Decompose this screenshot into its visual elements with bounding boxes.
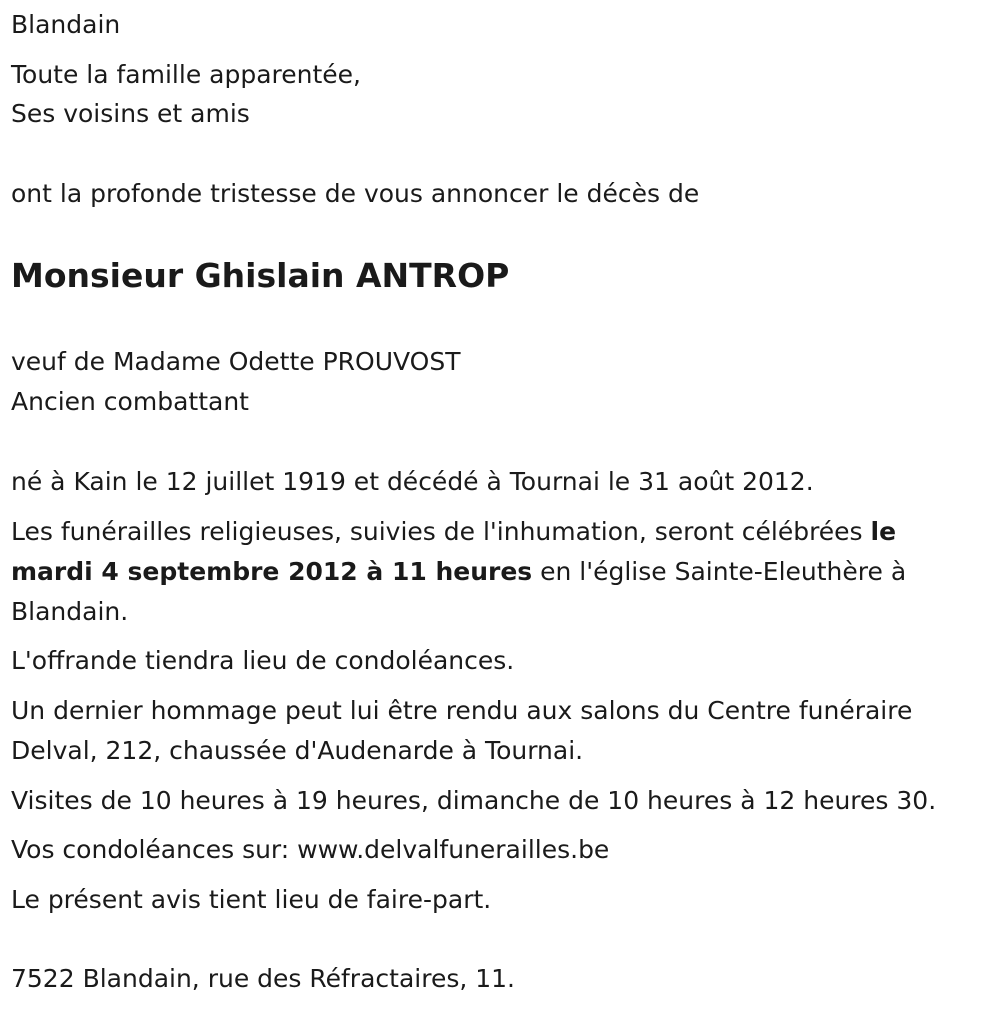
- tribute-line-2: Delval, 212, chaussée d'Audenarde à Tournai.: [11, 736, 584, 765]
- address-text: 7522 Blandain, rue des Réfractaires, 11.: [11, 964, 516, 993]
- relation-text: veuf de Madame Odette PROUVOST: [11, 347, 461, 376]
- condolences-link[interactable]: www.delvalfunerailles.be: [297, 835, 610, 864]
- family-line-1: Toute la famille apparentée,: [11, 60, 361, 89]
- funeral-date-part-2: mardi 4 septembre 2012 à 11 heures: [11, 557, 533, 586]
- funeral-line-3: Blandain.: [11, 597, 129, 626]
- role-text: Ancien combattant: [11, 387, 249, 416]
- announcement-text: ont la profonde tristesse de vous annoncer le décès de: [11, 179, 700, 208]
- funeral-line-1: [11, 512, 896, 552]
- condolences-line: [11, 830, 609, 870]
- deceased-name: Monsieur Ghislain ANTROP: [11, 256, 510, 295]
- funeral-text-2: en l'église Sainte-Eleuthère à: [532, 557, 907, 586]
- family-line-2: Ses voisins et amis: [11, 99, 250, 128]
- offering-text: L'offrande tiendra lieu de condoléances.: [11, 646, 515, 675]
- condolences-label: Vos condoléances sur:: [11, 835, 298, 864]
- notice-statement: Le présent avis tient lieu de faire-part.: [11, 885, 492, 914]
- funeral-line-2: [11, 552, 906, 592]
- tribute-line-1: Un dernier hommage peut lui être rendu aux salons du Centre funéraire: [11, 696, 913, 725]
- funeral-date-part-1: le: [870, 517, 897, 546]
- visits-text: Visites de 10 heures à 19 heures, dimanche de 10 heures à 12 heures 30.: [11, 786, 937, 815]
- place-header: Blandain: [11, 10, 121, 39]
- birth-death-text: né à Kain le 12 juillet 1919 et décédé à Tournai le 31 août 2012.: [11, 467, 814, 496]
- funeral-text-1: Les funérailles religieuses, suivies de l'inhumation, seront célébrées: [11, 517, 871, 546]
